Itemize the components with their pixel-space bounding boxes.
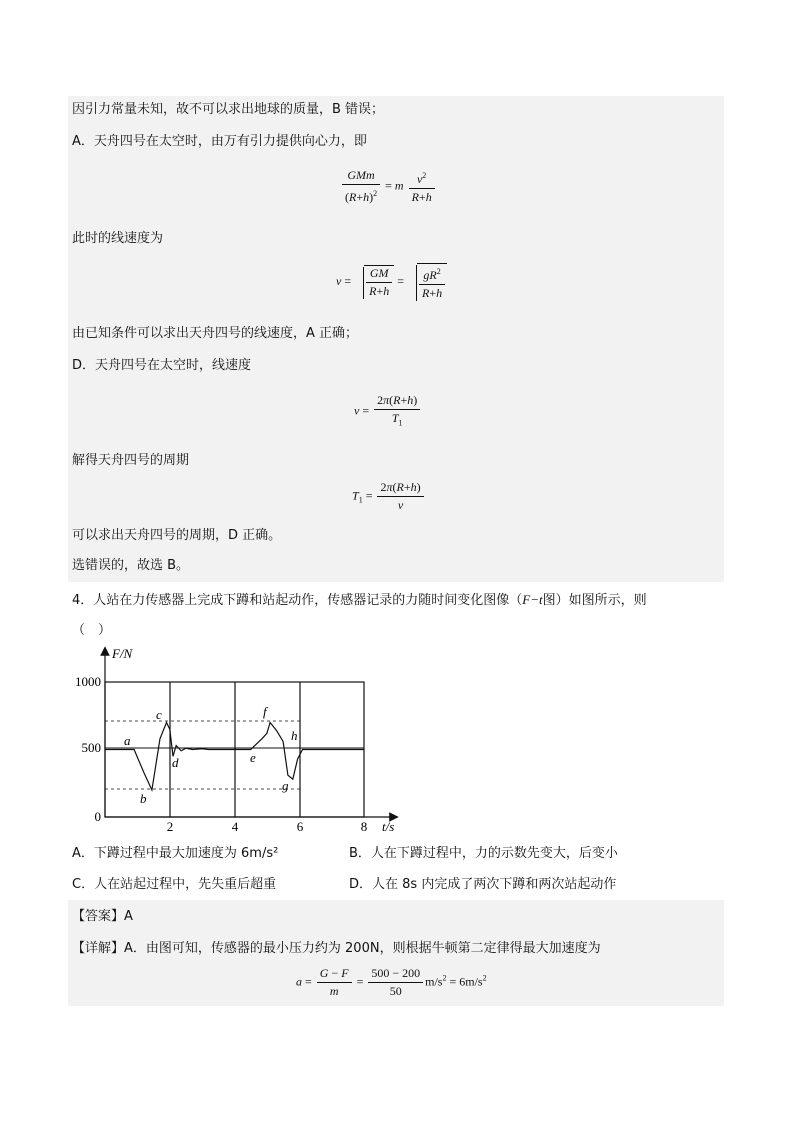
y-tick-1000: 1000	[75, 674, 101, 689]
solution-line-6: 解得天舟四号的周期	[72, 453, 190, 468]
formula-velocity: v = $\frac{GM}{R+h}$ = $\frac{gR^2}{R+h}$	[336, 263, 447, 301]
option-c: C．人在站起过程中，先失重后超重	[72, 877, 277, 892]
question-stem-ft: F−t	[522, 592, 543, 607]
question-stem-bracket: （ ）	[72, 623, 112, 638]
x-tick-4: 4	[231, 819, 239, 834]
formula-linear-speed: v = $\frac{2\pi(R+h)}{T_1}$	[354, 393, 422, 430]
x-tick-6: 6	[296, 819, 304, 834]
x-tick-2: 2	[166, 819, 174, 834]
y-tick-0: 0	[94, 809, 101, 824]
option-a: A．下蹲过程中最大加速度为 6m/s²	[72, 846, 279, 861]
y-axis-label: F/N	[112, 646, 133, 661]
option-d: D．人在 8s 内完成了两次下蹲和两次站起动作	[349, 877, 617, 892]
force-time-chart	[66, 645, 406, 835]
formula-acceleration: a = $\frac{G - F}{m}$ = $\frac{500 - 200}{50}$ $m/s^2 = 6m/s^2$	[296, 966, 487, 998]
solution-line-5: D．天舟四号在太空时，线速度	[72, 358, 252, 373]
point-label-a: a	[124, 733, 131, 748]
question-stem	[72, 591, 647, 610]
x-tick-8: 8	[360, 819, 368, 834]
point-label-f: f	[263, 704, 267, 719]
point-label-d: d	[172, 755, 179, 770]
question-stem-start: 4．人站在力传感器上完成下蹲和站起动作，传感器记录的力随时间变化图像（	[72, 593, 523, 608]
formula-gravitation: $\frac{\text{GMm}}{(R+h)^2}$ = m $\frac{v^2}{R+h}$	[340, 168, 437, 205]
solution-line-7: 可以求出天舟四号的周期，D 正确。	[72, 528, 282, 543]
point-label-g: g	[282, 778, 289, 793]
solution-line-3: 此时的线速度为	[72, 231, 164, 246]
point-label-b: b	[140, 791, 147, 806]
solution-line-1: 因引力常量未知，故不可以求出地球的质量，B 错误；	[72, 102, 385, 117]
y-tick-500: 500	[81, 740, 101, 755]
x-axis-label: t/s	[382, 819, 395, 834]
point-label-h: h	[291, 728, 298, 743]
solution-line-2: A．天舟四号在太空时，由万有引力提供向心力，即	[72, 134, 367, 149]
point-label-e: e	[250, 750, 256, 765]
point-label-c: c	[156, 707, 162, 722]
option-b: B．人在下蹲过程中，力的示数先变大，后变小	[349, 846, 618, 861]
solution-line-4: 由已知条件可以求出天舟四号的线速度，A 正确；	[72, 326, 359, 341]
solution-line-8: 选错误的，故选 B。	[72, 558, 190, 573]
answer-detail: 【详解】A．由图可知，传感器的最小压力约为 200N，则根据牛顿第二定律得最大加速度为	[72, 941, 601, 956]
answer-label: 【答案】A	[72, 909, 133, 924]
formula-period: $T_1$ = $\frac{2\pi(R+h)}{v}$	[352, 480, 426, 513]
question-stem-end: 图）如图所示，则	[542, 593, 647, 608]
